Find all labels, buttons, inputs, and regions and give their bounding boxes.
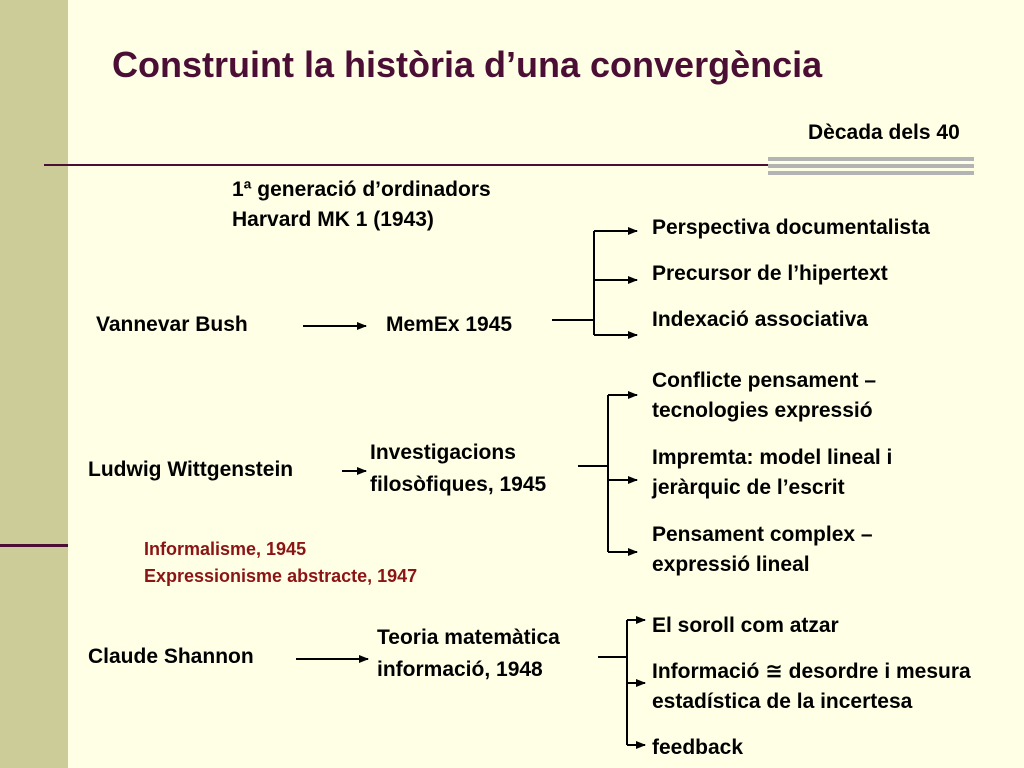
work-investigations-line-2: filosòfiques, 1945 bbox=[370, 473, 547, 496]
movement-line-2: Expressionisme abstracte, 1947 bbox=[144, 566, 418, 586]
work-theory-line-1: Teoria matemàtica bbox=[377, 626, 560, 649]
slide-title: Construint la història d’una convergència bbox=[112, 44, 823, 85]
outcome-witt-2-line-2: jeràrquic de l’escrit bbox=[652, 476, 845, 499]
work-investigations-line-1: Investigacions bbox=[370, 441, 516, 464]
person-wittgenstein: Ludwig Wittgenstein bbox=[88, 458, 294, 481]
decade-label: Dècada dels 40 bbox=[808, 121, 960, 144]
generation-line-1: 1ª generació d’ordinadors bbox=[232, 178, 491, 201]
bracket-memex bbox=[552, 231, 594, 335]
outcome-witt-3-line-2: expressió lineal bbox=[652, 553, 810, 576]
outcome-witt-2-line-1: Impremta: model lineal i bbox=[652, 446, 893, 469]
outcome-shannon-2-line-2: estadística de la incertesa bbox=[652, 690, 913, 713]
person-bush: Vannevar Bush bbox=[96, 313, 248, 336]
outcome-witt-3-line-1: Pensament complex – bbox=[652, 523, 873, 546]
outcome-bush-2: Precursor de l’hipertext bbox=[652, 262, 888, 285]
outcome-shannon-3: feedback bbox=[652, 736, 744, 759]
generation-line-2: Harvard MK 1 (1943) bbox=[232, 208, 434, 231]
outcome-bush-1: Perspectiva documentalista bbox=[652, 216, 930, 239]
outcome-shannon-1: El soroll com atzar bbox=[652, 614, 839, 637]
outcome-witt-1-line-2: tecnologies expressió bbox=[652, 399, 873, 422]
outcome-shannon-2-line-1: Informació ≅ desordre i mesura bbox=[652, 660, 971, 683]
bracket-investigations bbox=[578, 395, 608, 552]
bracket-theory bbox=[598, 620, 627, 745]
movement-line-1: Informalisme, 1945 bbox=[144, 539, 307, 559]
outcome-witt-1-line-1: Conflicte pensament – bbox=[652, 369, 877, 392]
work-theory-line-2: informació, 1948 bbox=[377, 658, 543, 681]
outcome-bush-3: Indexació associativa bbox=[652, 308, 868, 331]
work-memex: MemEx 1945 bbox=[386, 313, 513, 336]
person-shannon: Claude Shannon bbox=[88, 645, 254, 668]
